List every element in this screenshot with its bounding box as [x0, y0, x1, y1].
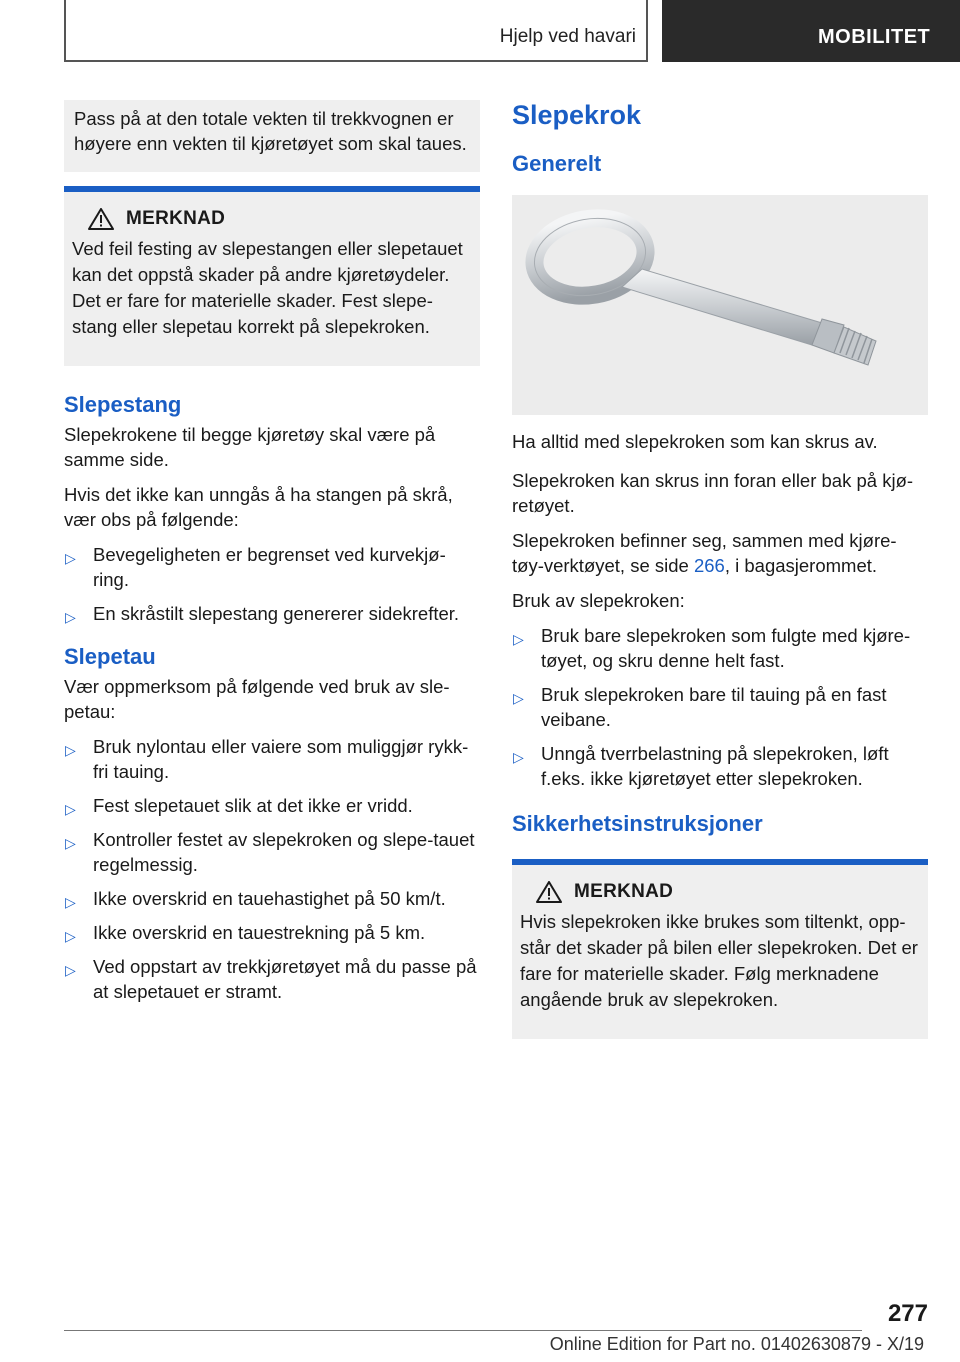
- notice-box: [512, 859, 928, 1039]
- notice-header: [520, 881, 920, 903]
- bullet-triangle-icon: ▷: [65, 835, 76, 851]
- bullet-triangle-icon: ▷: [65, 894, 76, 910]
- notice-text: Hvis slepekroken ikke brukes som tiltenkt, opp-står det skader på bilen eller slepekroken. Det er fare for materielle skader. Følg merknadene angående bruk av slepekroken.: [520, 911, 918, 1010]
- list-item-text: En skråstilt slepestang genererer sidekrefter.: [93, 603, 460, 624]
- bullet-triangle-icon: ▷: [65, 801, 76, 817]
- chapter-tab: [662, 0, 960, 62]
- bullet-triangle-icon: ▷: [65, 609, 76, 625]
- warning-icon: [88, 208, 114, 230]
- list-item-text: Ved oppstart av trekkjøretøyet må du passe på at slepetauet er stramt.: [93, 956, 477, 1002]
- chapter-label: MOBILITET: [818, 26, 931, 48]
- list-item: [64, 542, 480, 592]
- paragraph: Hvis det ikke kan unngås å ha stangen på skrå, vær obs på følgende:: [64, 484, 453, 530]
- list-item: [512, 741, 928, 791]
- bullet-list: [512, 623, 928, 791]
- warning-icon: [536, 881, 562, 903]
- list-item-text: Bruk slepekroken bare til tauing på en fast veibane.: [541, 684, 887, 730]
- page-title: Slepekrok: [512, 100, 642, 130]
- bullet-list: [64, 734, 480, 1004]
- bullet-triangle-icon: ▷: [65, 550, 76, 566]
- list-item-text: Fest slepetauet slik at det ikke er vridd.: [93, 795, 413, 816]
- list-item: [64, 793, 480, 818]
- page-link[interactable]: 266: [693, 555, 725, 576]
- left-column: [64, 100, 480, 1013]
- subheading-generelt: Generelt: [512, 151, 602, 176]
- paragraph: [512, 528, 928, 578]
- heading-slepetau: Slepetau: [64, 644, 156, 669]
- list-item: [512, 623, 928, 673]
- tow-hook-illustration: [512, 195, 928, 415]
- heading-sikkerhetsinstruksjoner: Sikkerhetsinstruksjoner: [512, 811, 763, 836]
- heading-slepestang: Slepestang: [64, 392, 182, 417]
- list-item-text: Bruk nylontau eller vaiere som muliggjør rykk-fri tauing.: [93, 736, 469, 782]
- bullet-triangle-icon: ▷: [513, 749, 524, 765]
- tow-hook-image: [512, 195, 928, 415]
- paragraph: Slepekroken kan skrus inn foran eller bak på kjø-retøyet.: [512, 470, 914, 516]
- paragraph: Slepekrokene til begge kjøretøy skal være på samme side.: [64, 424, 436, 470]
- bullet-triangle-icon: ▷: [65, 928, 76, 944]
- section-title: Hjelp ved havari: [499, 26, 636, 47]
- list-item: [64, 886, 480, 911]
- page-number: 277: [887, 1300, 928, 1327]
- list-item-text: Ikke overskrid en tauestrekning på 5 km.: [93, 922, 426, 943]
- notice-title: MERKNAD: [126, 208, 226, 229]
- notice-box: [64, 186, 480, 366]
- bullet-list: [64, 542, 480, 626]
- list-item-text: Bruk bare slepekroken som fulgte med kjøre-tøyet, og skru denne helt fast.: [541, 625, 911, 671]
- list-item: [64, 827, 480, 877]
- bullet-triangle-icon: ▷: [513, 631, 524, 647]
- notice-header: [72, 208, 472, 230]
- right-column: [512, 100, 928, 1039]
- intro-box: [64, 100, 480, 172]
- image-caption: Ha alltid med slepekroken som kan skrus av.: [512, 431, 878, 452]
- paragraph-text: Slepekroken befinner seg, sammen med kjøre-tøy-verktøyet, se side: [512, 530, 897, 576]
- list-item: [64, 734, 480, 784]
- list-item: [64, 920, 480, 945]
- list-item-text: Kontroller festet av slepekroken og slepe-tauet regelmessig.: [93, 829, 475, 875]
- paragraph: Vær oppmerksom på følgende ved bruk av sle-petau:: [64, 676, 450, 722]
- list-item-text: Ikke overskrid en tauehastighet på 50 km/t.: [93, 888, 446, 909]
- notice-title: MERKNAD: [574, 881, 674, 902]
- footer-divider: [64, 1330, 862, 1331]
- paragraph-text: , i bagasjerommet.: [724, 555, 878, 576]
- list-item-text: Unngå tverrbelastning på slepekroken, løft f.eks. ikke kjøretøyet etter slepekroken.: [541, 743, 889, 789]
- intro-text: Pass på at den totale vekten til trekkvognen er høyere enn vekten til kjøretøyet som skal taues.: [74, 108, 467, 154]
- bullet-triangle-icon: ▷: [513, 690, 524, 706]
- list-item-text: Bevegeligheten er begrenset ved kurvekjø-ring.: [93, 544, 446, 590]
- footer-edition: Online Edition for Part no. 01402630879 - X/19: [549, 1334, 924, 1354]
- list-item: [64, 954, 480, 1004]
- paragraph: Bruk av slepekroken:: [512, 590, 685, 611]
- bullet-triangle-icon: ▷: [65, 962, 76, 978]
- list-item: [64, 601, 480, 626]
- list-item: [512, 682, 928, 732]
- notice-text: Ved feil festing av slepestangen eller slepetauet kan det oppstå skader på andre kjøretøydeler. Det er fare for materielle skader. Fest slepe-stang eller slepetau korrekt på slepekroken.: [72, 238, 463, 337]
- bullet-triangle-icon: ▷: [65, 742, 76, 758]
